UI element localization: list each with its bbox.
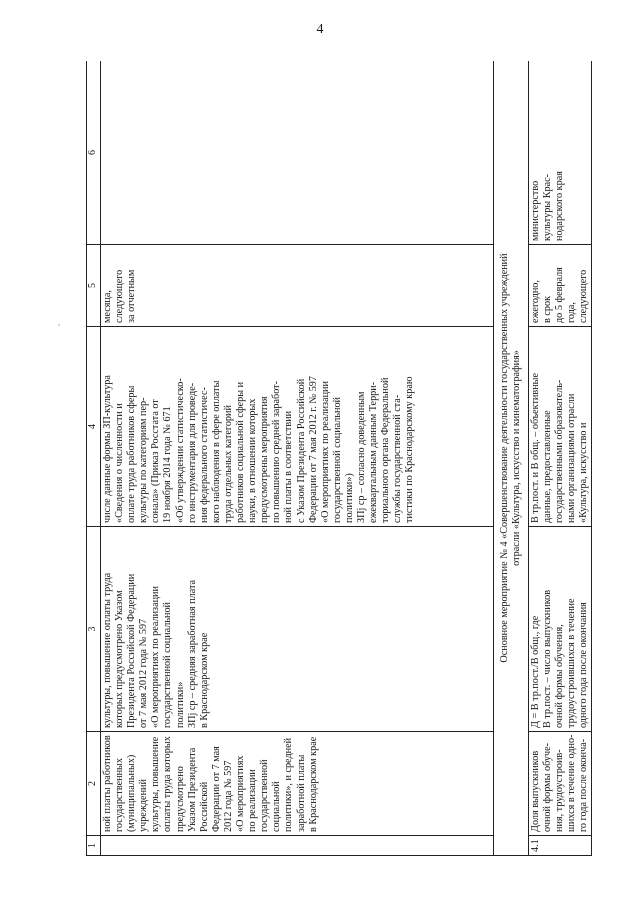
text-line: до 5 февраля bbox=[554, 267, 566, 323]
text-line: нодарского края bbox=[554, 171, 566, 241]
text-line: Федерации от 7 мая 2012 г. № 597 bbox=[307, 376, 319, 523]
text-line: оплаты труда которых bbox=[162, 736, 174, 832]
data-source-cell bbox=[529, 327, 592, 527]
text-line: социальной bbox=[271, 781, 283, 832]
deadline-cell bbox=[529, 245, 592, 327]
calculation-method-cell bbox=[529, 527, 592, 732]
text-line: государственной социальной bbox=[162, 601, 174, 728]
text-line: трудоустроившихся в течение bbox=[566, 598, 578, 728]
text-line: государственных bbox=[114, 758, 126, 832]
text-line: Д = В тр.пост./В общ., где bbox=[530, 615, 541, 728]
text-line: «Об утверждении статистическо- bbox=[174, 378, 186, 523]
column-number: 1 bbox=[87, 836, 101, 856]
text-line: сонала» (Приказ Росстата от bbox=[150, 399, 162, 523]
text-line: ния федерального статистичес- bbox=[198, 387, 210, 523]
text-line: в срок bbox=[542, 295, 554, 323]
column-number-row bbox=[87, 61, 101, 856]
text-line: ежеквартальным данным Терри- bbox=[368, 381, 380, 523]
text-line: «Сведения о численности и bbox=[114, 403, 126, 523]
text-line: Указом Президента bbox=[186, 747, 198, 832]
text-line: го года после оконча- bbox=[578, 738, 590, 832]
text-line: ЗПj ср – средняя заработная плата bbox=[186, 579, 198, 728]
text-line: политики») bbox=[343, 473, 355, 523]
text-line: В тр.пост. и В общ. – объективные bbox=[530, 372, 541, 523]
text-line: В тр.пост. – число выпускников bbox=[542, 589, 554, 728]
text-line: заработной платы bbox=[295, 754, 307, 832]
text-line: Президента Российской Федерации bbox=[126, 573, 138, 728]
text-line: культуры Крас- bbox=[542, 173, 554, 241]
text-line: отрасли «Культура, искусство и кинематография» bbox=[511, 350, 522, 566]
text-line: Федерации от 7 мая bbox=[210, 746, 222, 832]
column-number: 2 bbox=[87, 732, 101, 836]
landscape-page bbox=[86, 61, 621, 856]
responsible-cell bbox=[101, 61, 494, 245]
calculation-method-cell bbox=[101, 527, 494, 732]
text-line: «Культура, искусство и bbox=[578, 422, 590, 523]
text-line: следующего bbox=[578, 269, 590, 323]
text-line: года, bbox=[566, 302, 578, 323]
text-line: 2012 года № 597 bbox=[222, 760, 234, 832]
text-line: культуры, повышение оплаты труда bbox=[102, 572, 113, 728]
text-line: которых предусмотрено Указом bbox=[114, 590, 126, 728]
text-line: данные, предоставленные bbox=[542, 410, 554, 523]
text-line: ной платы в соответствии bbox=[283, 410, 295, 523]
text-line: ными организациями отрасли bbox=[566, 393, 578, 523]
text-line: по повышению средней заработ- bbox=[271, 380, 283, 523]
text-line: министерство bbox=[530, 180, 541, 241]
text-line: труда отдельных категорий bbox=[222, 405, 234, 523]
text-line: ториального органа Федеральной bbox=[380, 377, 392, 523]
data-source-cell bbox=[101, 327, 494, 527]
text-line: следующего bbox=[114, 269, 126, 323]
text-line: государственной bbox=[259, 759, 271, 832]
text-line: в Краснодарском крае bbox=[198, 632, 210, 728]
text-line: от 7 мая 2012 года № 597 bbox=[138, 618, 150, 728]
text-line: го инструментария для проведе- bbox=[186, 382, 198, 523]
row-number-cell: 4.1 bbox=[529, 836, 592, 856]
text-line: государственными образователь- bbox=[554, 379, 566, 523]
section-header-row bbox=[494, 61, 529, 856]
text-line: Основное мероприятие № 4 «Совершенствование деятельности государственных учреждений bbox=[498, 253, 510, 663]
indicator-row-4-1 bbox=[529, 61, 592, 856]
text-line: учреждений bbox=[138, 779, 150, 832]
text-line: предусмотрено bbox=[174, 766, 186, 832]
text-line: одного года после окончания bbox=[578, 602, 590, 728]
section-title bbox=[494, 61, 529, 856]
column-number: 3 bbox=[87, 527, 101, 732]
text-line: «О мероприятиях bbox=[235, 755, 247, 832]
text-line: политики», и средней bbox=[283, 737, 295, 832]
text-line: Доля выпускников bbox=[530, 750, 541, 832]
text-line: «О мероприятиях по реализации bbox=[319, 381, 331, 523]
responsible-cell bbox=[529, 61, 592, 245]
text-line: «О мероприятиях по реализации bbox=[150, 586, 162, 728]
column-number: 6 bbox=[87, 61, 101, 245]
text-line: по реализации bbox=[247, 769, 259, 832]
column-number: 5 bbox=[87, 245, 101, 327]
text-line: ЗПj ср – согласно доведенным bbox=[355, 391, 367, 523]
continued-indicator-row bbox=[101, 61, 494, 856]
indicator-name-cell bbox=[529, 732, 592, 836]
column-number: 4 bbox=[87, 327, 101, 527]
text-line: Российской bbox=[198, 781, 210, 832]
text-line: ной платы работников bbox=[102, 735, 113, 832]
text-line: ния, трудоустроив- bbox=[554, 749, 566, 832]
text-line: службы государственной ста- bbox=[392, 394, 404, 523]
text-line: очной формы обуче- bbox=[542, 743, 554, 832]
text-line: за отчетным bbox=[126, 269, 138, 323]
stray-mark: , bbox=[58, 318, 60, 327]
text-line: 19 ноября 2014 года № 671 bbox=[162, 406, 174, 523]
text-line: месяца, bbox=[102, 290, 113, 323]
deadline-cell bbox=[101, 245, 494, 327]
indicator-name-cell bbox=[101, 732, 494, 836]
rotated-table-area bbox=[86, 61, 621, 856]
text-line: с Указом Президента Российской bbox=[295, 378, 307, 523]
text-line: (муниципальных) bbox=[126, 754, 138, 832]
indicators-table bbox=[86, 61, 592, 856]
page-number: 4 bbox=[316, 22, 324, 37]
text-line: шихся в течение одно- bbox=[566, 735, 578, 832]
text-line: оплате труда работников сферы bbox=[126, 385, 138, 523]
text-line: предусмотрены мероприятия bbox=[259, 396, 271, 523]
text-line: науки, в отношении которых bbox=[247, 398, 259, 523]
text-line: культуры по категориям пер- bbox=[138, 397, 150, 523]
text-line: государственной социальной bbox=[331, 396, 343, 523]
text-line: работников социальной сферы и bbox=[235, 381, 247, 523]
text-line: очной формы обучения, bbox=[554, 624, 566, 728]
text-line: числе данные формы ЗП-культура bbox=[102, 375, 113, 523]
text-line: культуры, повышение bbox=[150, 736, 162, 832]
text-line: в Краснодарском крае bbox=[307, 736, 319, 832]
row-number-cell bbox=[101, 836, 494, 856]
text-line: тистики по Краснодарскому краю bbox=[404, 376, 416, 523]
text-line: кого наблюдения в сфере оплаты bbox=[210, 380, 222, 523]
text-line: политики» bbox=[174, 681, 186, 728]
text-line: ежегодно, bbox=[530, 280, 541, 323]
